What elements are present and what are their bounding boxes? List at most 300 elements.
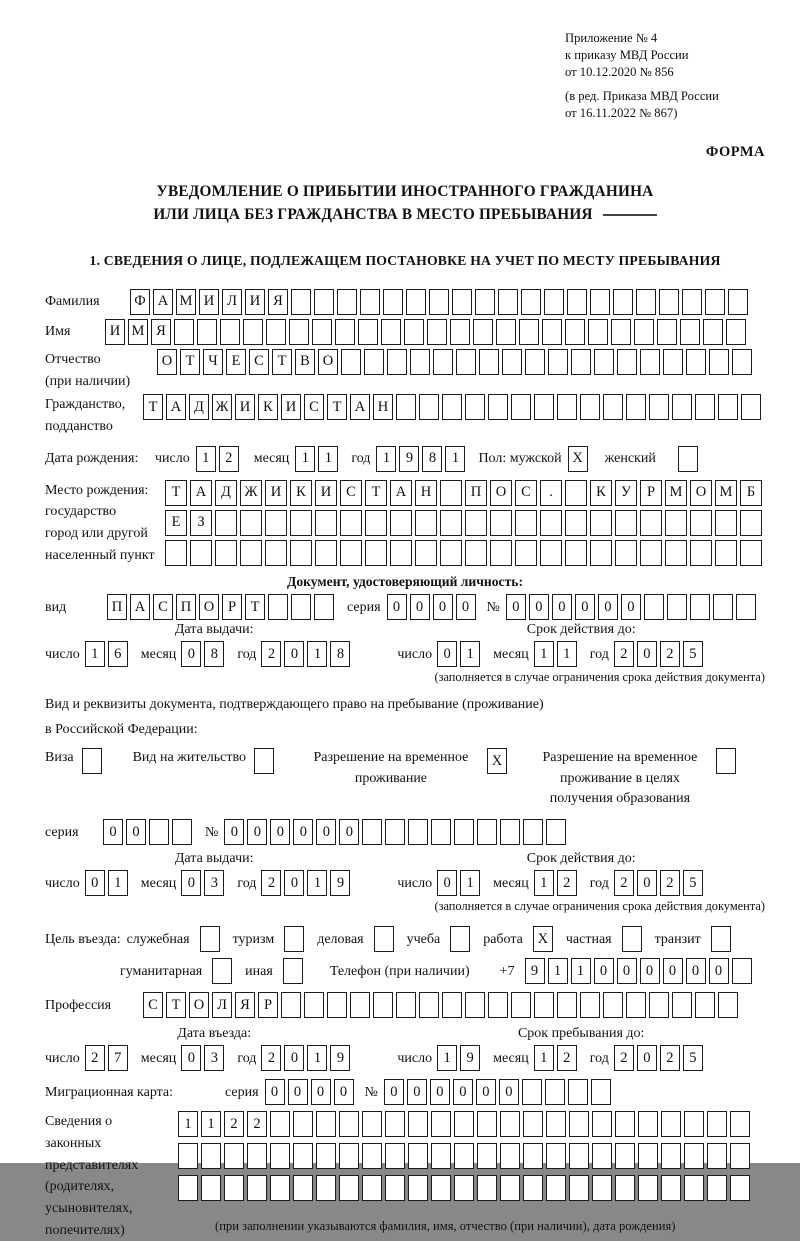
checkbox-cell[interactable]: X bbox=[568, 446, 588, 472]
char-cell[interactable]: 0 bbox=[270, 819, 290, 845]
char-cell[interactable]: 1 bbox=[460, 870, 480, 896]
char-cell[interactable]: 1 bbox=[534, 641, 554, 667]
char-cell[interactable] bbox=[215, 540, 237, 566]
char-cell[interactable]: 2 bbox=[614, 641, 634, 667]
char-cell[interactable]: Л bbox=[212, 992, 232, 1018]
char-cell[interactable] bbox=[557, 992, 577, 1018]
char-cell[interactable] bbox=[613, 289, 633, 315]
char-cell[interactable]: В bbox=[295, 349, 315, 375]
char-cell[interactable]: . bbox=[540, 480, 562, 506]
char-cell[interactable]: 0 bbox=[103, 819, 123, 845]
char-cell[interactable]: 3 bbox=[204, 1045, 224, 1071]
char-cell[interactable]: М bbox=[128, 319, 148, 345]
char-cell[interactable]: 0 bbox=[85, 870, 105, 896]
char-cell[interactable]: 0 bbox=[433, 594, 453, 620]
char-cell[interactable] bbox=[695, 394, 715, 420]
char-cell[interactable]: С bbox=[143, 992, 163, 1018]
char-cell[interactable] bbox=[373, 992, 393, 1018]
char-cell[interactable] bbox=[442, 992, 462, 1018]
char-cell[interactable] bbox=[465, 394, 485, 420]
char-cell[interactable]: З bbox=[190, 510, 212, 536]
char-cell[interactable]: И bbox=[315, 480, 337, 506]
char-cell[interactable]: 0 bbox=[387, 594, 407, 620]
char-cell[interactable] bbox=[454, 1143, 474, 1169]
char-cell[interactable]: Р bbox=[258, 992, 278, 1018]
char-cell[interactable]: О bbox=[157, 349, 177, 375]
char-cell[interactable]: И bbox=[265, 480, 287, 506]
char-cell[interactable] bbox=[265, 540, 287, 566]
checkbox-cell[interactable] bbox=[283, 958, 303, 984]
char-cell[interactable]: 0 bbox=[437, 870, 457, 896]
char-cell[interactable]: 2 bbox=[224, 1111, 244, 1137]
char-cell[interactable] bbox=[197, 319, 217, 345]
char-cell[interactable]: 8 bbox=[204, 641, 224, 667]
char-cell[interactable] bbox=[477, 819, 497, 845]
char-cell[interactable] bbox=[523, 1175, 543, 1201]
checkbox-cell[interactable] bbox=[622, 926, 642, 952]
char-cell[interactable] bbox=[718, 394, 738, 420]
char-cell[interactable] bbox=[247, 1175, 267, 1201]
char-cell[interactable] bbox=[465, 540, 487, 566]
char-cell[interactable]: 0 bbox=[284, 870, 304, 896]
char-cell[interactable] bbox=[684, 1175, 704, 1201]
char-cell[interactable] bbox=[290, 510, 312, 536]
char-cell[interactable]: 2 bbox=[219, 446, 239, 472]
char-cell[interactable]: 0 bbox=[663, 958, 683, 984]
char-cell[interactable] bbox=[592, 1111, 612, 1137]
char-cell[interactable] bbox=[172, 819, 192, 845]
char-cell[interactable] bbox=[730, 1175, 750, 1201]
char-cell[interactable] bbox=[515, 510, 537, 536]
char-cell[interactable] bbox=[265, 510, 287, 536]
char-cell[interactable] bbox=[565, 510, 587, 536]
char-cell[interactable] bbox=[419, 394, 439, 420]
char-cell[interactable] bbox=[291, 289, 311, 315]
char-cell[interactable]: 1 bbox=[295, 446, 315, 472]
char-cell[interactable] bbox=[565, 319, 585, 345]
char-cell[interactable]: 0 bbox=[181, 870, 201, 896]
char-cell[interactable] bbox=[615, 1143, 635, 1169]
char-cell[interactable] bbox=[672, 394, 692, 420]
char-cell[interactable]: М bbox=[176, 289, 196, 315]
char-cell[interactable] bbox=[408, 1143, 428, 1169]
char-cell[interactable]: Я bbox=[151, 319, 171, 345]
char-cell[interactable]: 9 bbox=[460, 1045, 480, 1071]
char-cell[interactable] bbox=[477, 1143, 497, 1169]
char-cell[interactable] bbox=[201, 1143, 221, 1169]
char-cell[interactable]: Е bbox=[165, 510, 187, 536]
char-cell[interactable] bbox=[636, 289, 656, 315]
char-cell[interactable]: 0 bbox=[709, 958, 729, 984]
char-cell[interactable]: Ф bbox=[130, 289, 150, 315]
char-cell[interactable] bbox=[591, 1079, 611, 1105]
char-cell[interactable] bbox=[522, 1079, 542, 1105]
char-cell[interactable] bbox=[496, 319, 516, 345]
char-cell[interactable] bbox=[385, 1111, 405, 1137]
char-cell[interactable] bbox=[703, 319, 723, 345]
char-cell[interactable] bbox=[709, 349, 729, 375]
char-cell[interactable]: Т bbox=[143, 394, 163, 420]
char-cell[interactable] bbox=[732, 349, 752, 375]
char-cell[interactable] bbox=[431, 1175, 451, 1201]
char-cell[interactable] bbox=[511, 992, 531, 1018]
char-cell[interactable]: У bbox=[615, 480, 637, 506]
char-cell[interactable] bbox=[440, 480, 462, 506]
char-cell[interactable] bbox=[454, 819, 474, 845]
char-cell[interactable] bbox=[465, 510, 487, 536]
char-cell[interactable] bbox=[431, 819, 451, 845]
char-cell[interactable] bbox=[312, 319, 332, 345]
char-cell[interactable] bbox=[707, 1175, 727, 1201]
char-cell[interactable]: Д bbox=[189, 394, 209, 420]
char-cell[interactable] bbox=[611, 319, 631, 345]
char-cell[interactable]: 1 bbox=[571, 958, 591, 984]
char-cell[interactable]: 1 bbox=[445, 446, 465, 472]
char-cell[interactable] bbox=[408, 1111, 428, 1137]
char-cell[interactable] bbox=[490, 540, 512, 566]
char-cell[interactable] bbox=[592, 1175, 612, 1201]
char-cell[interactable] bbox=[659, 289, 679, 315]
char-cell[interactable] bbox=[479, 349, 499, 375]
char-cell[interactable]: 0 bbox=[126, 819, 146, 845]
char-cell[interactable] bbox=[590, 540, 612, 566]
char-cell[interactable] bbox=[638, 1111, 658, 1137]
char-cell[interactable]: 0 bbox=[384, 1079, 404, 1105]
char-cell[interactable] bbox=[726, 319, 746, 345]
char-cell[interactable]: М bbox=[715, 480, 737, 506]
char-cell[interactable]: 0 bbox=[506, 594, 526, 620]
char-cell[interactable] bbox=[546, 1175, 566, 1201]
char-cell[interactable] bbox=[603, 992, 623, 1018]
char-cell[interactable] bbox=[730, 1143, 750, 1169]
char-cell[interactable] bbox=[247, 1143, 267, 1169]
char-cell[interactable] bbox=[149, 819, 169, 845]
char-cell[interactable]: 9 bbox=[399, 446, 419, 472]
char-cell[interactable]: 0 bbox=[598, 594, 618, 620]
char-cell[interactable]: 0 bbox=[529, 594, 549, 620]
checkbox-cell[interactable] bbox=[82, 748, 102, 774]
char-cell[interactable]: 0 bbox=[410, 594, 430, 620]
char-cell[interactable] bbox=[339, 1111, 359, 1137]
char-cell[interactable]: 3 bbox=[204, 870, 224, 896]
char-cell[interactable] bbox=[404, 319, 424, 345]
char-cell[interactable]: 0 bbox=[334, 1079, 354, 1105]
char-cell[interactable] bbox=[427, 319, 447, 345]
char-cell[interactable] bbox=[500, 1143, 520, 1169]
char-cell[interactable]: 0 bbox=[293, 819, 313, 845]
char-cell[interactable] bbox=[523, 1111, 543, 1137]
char-cell[interactable]: 1 bbox=[437, 1045, 457, 1071]
char-cell[interactable] bbox=[477, 1111, 497, 1137]
char-cell[interactable] bbox=[364, 349, 384, 375]
char-cell[interactable] bbox=[542, 319, 562, 345]
char-cell[interactable] bbox=[316, 1175, 336, 1201]
char-cell[interactable]: 7 bbox=[108, 1045, 128, 1071]
char-cell[interactable] bbox=[672, 992, 692, 1018]
char-cell[interactable] bbox=[644, 594, 664, 620]
char-cell[interactable] bbox=[617, 349, 637, 375]
char-cell[interactable] bbox=[270, 1175, 290, 1201]
char-cell[interactable]: П bbox=[465, 480, 487, 506]
char-cell[interactable] bbox=[740, 540, 762, 566]
char-cell[interactable] bbox=[500, 819, 520, 845]
char-cell[interactable] bbox=[615, 1175, 635, 1201]
char-cell[interactable]: Ж bbox=[212, 394, 232, 420]
char-cell[interactable]: А bbox=[350, 394, 370, 420]
char-cell[interactable] bbox=[174, 319, 194, 345]
char-cell[interactable] bbox=[707, 1143, 727, 1169]
char-cell[interactable] bbox=[502, 349, 522, 375]
char-cell[interactable] bbox=[569, 1143, 589, 1169]
char-cell[interactable] bbox=[350, 992, 370, 1018]
char-cell[interactable]: И bbox=[105, 319, 125, 345]
char-cell[interactable] bbox=[707, 1111, 727, 1137]
char-cell[interactable]: К bbox=[590, 480, 612, 506]
char-cell[interactable] bbox=[475, 289, 495, 315]
char-cell[interactable] bbox=[415, 540, 437, 566]
char-cell[interactable] bbox=[440, 540, 462, 566]
char-cell[interactable]: 2 bbox=[557, 870, 577, 896]
char-cell[interactable]: К bbox=[258, 394, 278, 420]
char-cell[interactable] bbox=[569, 1111, 589, 1137]
char-cell[interactable]: 1 bbox=[557, 641, 577, 667]
char-cell[interactable]: Н bbox=[415, 480, 437, 506]
char-cell[interactable] bbox=[240, 510, 262, 536]
char-cell[interactable]: О bbox=[199, 594, 219, 620]
char-cell[interactable]: 9 bbox=[330, 870, 350, 896]
char-cell[interactable]: 5 bbox=[683, 870, 703, 896]
char-cell[interactable] bbox=[396, 992, 416, 1018]
char-cell[interactable]: М bbox=[665, 480, 687, 506]
checkbox-cell[interactable]: X bbox=[487, 748, 507, 774]
char-cell[interactable]: 0 bbox=[284, 641, 304, 667]
char-cell[interactable]: 0 bbox=[637, 1045, 657, 1071]
char-cell[interactable]: 1 bbox=[85, 641, 105, 667]
char-cell[interactable] bbox=[315, 510, 337, 536]
char-cell[interactable]: Б bbox=[740, 480, 762, 506]
char-cell[interactable]: Ч bbox=[203, 349, 223, 375]
char-cell[interactable]: 0 bbox=[430, 1079, 450, 1105]
char-cell[interactable] bbox=[728, 289, 748, 315]
char-cell[interactable] bbox=[705, 289, 725, 315]
char-cell[interactable]: 0 bbox=[181, 641, 201, 667]
char-cell[interactable] bbox=[396, 394, 416, 420]
char-cell[interactable] bbox=[385, 1143, 405, 1169]
char-cell[interactable]: Е bbox=[226, 349, 246, 375]
char-cell[interactable] bbox=[406, 289, 426, 315]
char-cell[interactable] bbox=[415, 510, 437, 536]
char-cell[interactable]: 0 bbox=[284, 1045, 304, 1071]
char-cell[interactable]: 1 bbox=[108, 870, 128, 896]
char-cell[interactable] bbox=[615, 510, 637, 536]
char-cell[interactable]: Т bbox=[272, 349, 292, 375]
char-cell[interactable]: 1 bbox=[201, 1111, 221, 1137]
char-cell[interactable]: 2 bbox=[614, 1045, 634, 1071]
char-cell[interactable] bbox=[544, 289, 564, 315]
char-cell[interactable]: А bbox=[166, 394, 186, 420]
char-cell[interactable]: 1 bbox=[460, 641, 480, 667]
char-cell[interactable]: 0 bbox=[621, 594, 641, 620]
char-cell[interactable]: 0 bbox=[437, 641, 457, 667]
char-cell[interactable]: Т bbox=[165, 480, 187, 506]
char-cell[interactable] bbox=[594, 349, 614, 375]
char-cell[interactable]: Р bbox=[640, 480, 662, 506]
char-cell[interactable]: 1 bbox=[534, 870, 554, 896]
char-cell[interactable] bbox=[340, 510, 362, 536]
char-cell[interactable] bbox=[546, 819, 566, 845]
char-cell[interactable] bbox=[567, 289, 587, 315]
char-cell[interactable] bbox=[381, 319, 401, 345]
char-cell[interactable]: Т bbox=[365, 480, 387, 506]
char-cell[interactable]: 0 bbox=[265, 1079, 285, 1105]
char-cell[interactable] bbox=[220, 319, 240, 345]
char-cell[interactable] bbox=[730, 1111, 750, 1137]
char-cell[interactable]: Д bbox=[215, 480, 237, 506]
char-cell[interactable]: Л bbox=[222, 289, 242, 315]
char-cell[interactable] bbox=[649, 394, 669, 420]
char-cell[interactable] bbox=[626, 394, 646, 420]
char-cell[interactable] bbox=[408, 1175, 428, 1201]
char-cell[interactable] bbox=[500, 1111, 520, 1137]
char-cell[interactable]: 2 bbox=[660, 1045, 680, 1071]
char-cell[interactable] bbox=[454, 1175, 474, 1201]
char-cell[interactable]: 1 bbox=[196, 446, 216, 472]
char-cell[interactable] bbox=[408, 819, 428, 845]
char-cell[interactable] bbox=[665, 510, 687, 536]
char-cell[interactable] bbox=[488, 992, 508, 1018]
char-cell[interactable]: Т bbox=[166, 992, 186, 1018]
char-cell[interactable] bbox=[515, 540, 537, 566]
char-cell[interactable]: 0 bbox=[311, 1079, 331, 1105]
char-cell[interactable] bbox=[534, 992, 554, 1018]
char-cell[interactable]: А bbox=[153, 289, 173, 315]
char-cell[interactable]: 0 bbox=[339, 819, 359, 845]
char-cell[interactable] bbox=[383, 289, 403, 315]
char-cell[interactable]: А bbox=[390, 480, 412, 506]
char-cell[interactable]: 0 bbox=[637, 870, 657, 896]
char-cell[interactable] bbox=[390, 510, 412, 536]
char-cell[interactable]: 9 bbox=[525, 958, 545, 984]
char-cell[interactable]: Т bbox=[327, 394, 347, 420]
char-cell[interactable] bbox=[525, 349, 545, 375]
char-cell[interactable] bbox=[521, 289, 541, 315]
char-cell[interactable] bbox=[314, 594, 334, 620]
char-cell[interactable] bbox=[580, 394, 600, 420]
char-cell[interactable] bbox=[715, 540, 737, 566]
char-cell[interactable]: 0 bbox=[686, 958, 706, 984]
char-cell[interactable] bbox=[715, 510, 737, 536]
char-cell[interactable] bbox=[442, 394, 462, 420]
char-cell[interactable] bbox=[663, 349, 683, 375]
char-cell[interactable] bbox=[456, 349, 476, 375]
char-cell[interactable]: С bbox=[340, 480, 362, 506]
char-cell[interactable] bbox=[740, 510, 762, 536]
char-cell[interactable]: 2 bbox=[660, 870, 680, 896]
char-cell[interactable]: 1 bbox=[307, 1045, 327, 1071]
char-cell[interactable]: С bbox=[515, 480, 537, 506]
char-cell[interactable] bbox=[519, 319, 539, 345]
char-cell[interactable] bbox=[690, 510, 712, 536]
char-cell[interactable] bbox=[640, 540, 662, 566]
char-cell[interactable]: А bbox=[130, 594, 150, 620]
char-cell[interactable] bbox=[314, 289, 334, 315]
char-cell[interactable] bbox=[450, 319, 470, 345]
char-cell[interactable] bbox=[289, 319, 309, 345]
char-cell[interactable] bbox=[387, 349, 407, 375]
checkbox-cell[interactable] bbox=[711, 926, 731, 952]
char-cell[interactable]: Т bbox=[180, 349, 200, 375]
char-cell[interactable] bbox=[736, 594, 756, 620]
char-cell[interactable]: 0 bbox=[288, 1079, 308, 1105]
char-cell[interactable]: 9 bbox=[330, 1045, 350, 1071]
char-cell[interactable] bbox=[291, 594, 311, 620]
char-cell[interactable]: И bbox=[245, 289, 265, 315]
char-cell[interactable] bbox=[178, 1143, 198, 1169]
char-cell[interactable] bbox=[293, 1175, 313, 1201]
char-cell[interactable] bbox=[590, 510, 612, 536]
char-cell[interactable] bbox=[365, 510, 387, 536]
char-cell[interactable] bbox=[335, 319, 355, 345]
char-cell[interactable] bbox=[571, 349, 591, 375]
checkbox-cell[interactable]: X bbox=[533, 926, 553, 952]
char-cell[interactable] bbox=[590, 289, 610, 315]
char-cell[interactable] bbox=[431, 1111, 451, 1137]
char-cell[interactable] bbox=[568, 1079, 588, 1105]
char-cell[interactable]: 0 bbox=[617, 958, 637, 984]
char-cell[interactable] bbox=[385, 1175, 405, 1201]
char-cell[interactable]: И bbox=[199, 289, 219, 315]
char-cell[interactable] bbox=[680, 319, 700, 345]
char-cell[interactable] bbox=[684, 1111, 704, 1137]
char-cell[interactable] bbox=[243, 319, 263, 345]
char-cell[interactable]: 2 bbox=[557, 1045, 577, 1071]
char-cell[interactable] bbox=[557, 394, 577, 420]
char-cell[interactable]: 0 bbox=[637, 641, 657, 667]
char-cell[interactable] bbox=[626, 992, 646, 1018]
char-cell[interactable]: 2 bbox=[660, 641, 680, 667]
char-cell[interactable] bbox=[649, 992, 669, 1018]
char-cell[interactable]: 1 bbox=[548, 958, 568, 984]
char-cell[interactable] bbox=[682, 289, 702, 315]
char-cell[interactable]: И bbox=[281, 394, 301, 420]
char-cell[interactable] bbox=[215, 510, 237, 536]
char-cell[interactable] bbox=[665, 540, 687, 566]
char-cell[interactable]: 0 bbox=[224, 819, 244, 845]
char-cell[interactable] bbox=[410, 349, 430, 375]
char-cell[interactable] bbox=[603, 394, 623, 420]
char-cell[interactable] bbox=[358, 319, 378, 345]
checkbox-cell[interactable] bbox=[200, 926, 220, 952]
char-cell[interactable]: 0 bbox=[453, 1079, 473, 1105]
char-cell[interactable]: А bbox=[190, 480, 212, 506]
char-cell[interactable] bbox=[190, 540, 212, 566]
char-cell[interactable] bbox=[360, 289, 380, 315]
char-cell[interactable]: 0 bbox=[181, 1045, 201, 1071]
char-cell[interactable] bbox=[490, 510, 512, 536]
char-cell[interactable]: Я bbox=[268, 289, 288, 315]
char-cell[interactable] bbox=[281, 992, 301, 1018]
char-cell[interactable]: 8 bbox=[330, 641, 350, 667]
char-cell[interactable]: Т bbox=[245, 594, 265, 620]
char-cell[interactable]: О bbox=[490, 480, 512, 506]
char-cell[interactable] bbox=[534, 394, 554, 420]
char-cell[interactable] bbox=[240, 540, 262, 566]
char-cell[interactable]: 0 bbox=[476, 1079, 496, 1105]
char-cell[interactable]: 0 bbox=[575, 594, 595, 620]
char-cell[interactable]: О bbox=[189, 992, 209, 1018]
char-cell[interactable] bbox=[592, 1143, 612, 1169]
char-cell[interactable] bbox=[201, 1175, 221, 1201]
